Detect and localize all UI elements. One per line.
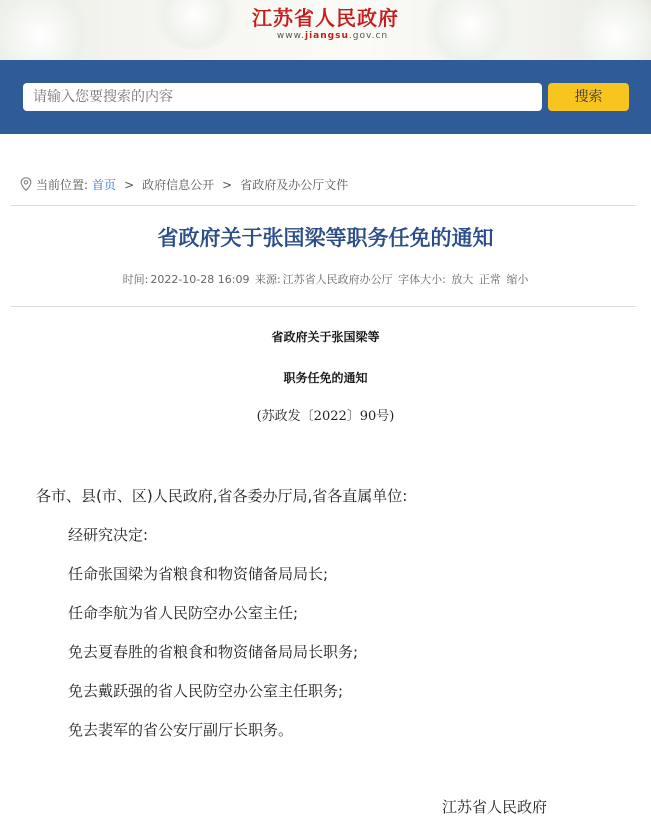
paragraph: 免去夏春胜的省粮食和物资储备局局长职务;: [68, 643, 359, 661]
divider: [11, 205, 636, 206]
paragraph: 免去戴跃强的省人民防空办公室主任职务;: [68, 682, 344, 700]
location-pin-icon: [20, 177, 32, 191]
font-size-label: 字体大小:: [398, 273, 446, 286]
site-name: 江苏省人民政府: [252, 6, 399, 30]
source-value: 江苏省人民政府办公厅: [282, 273, 393, 286]
site-url-domain: jiangsu: [305, 31, 349, 41]
site-url-prefix: www.: [276, 31, 306, 41]
breadcrumb: [20, 175, 348, 195]
time-label: 时间:: [122, 273, 149, 286]
publish-time: 2022-10-28 16:09: [150, 273, 250, 286]
paragraph: 免去裴军的省公安厅副厅长职务。: [68, 721, 294, 739]
site-url: [14, 30, 651, 42]
source-label: 来源:: [254, 273, 281, 286]
addressee: 各市、县(市、区)人民政府,省各委办厅局,省各直属单位:: [36, 487, 408, 505]
site-header: [0, 0, 651, 60]
search-button[interactable]: 搜索: [548, 83, 629, 111]
divider: [11, 306, 636, 307]
search-bar: [0, 60, 651, 134]
font-normal-button[interactable]: 正常: [478, 273, 501, 286]
paragraph: 任命李航为省人民防空办公室主任;: [68, 604, 299, 622]
doc-title-line-1: 省政府关于张国梁等: [271, 330, 380, 344]
search-input[interactable]: [23, 83, 542, 111]
site-url-suffix: .gov.cn: [348, 31, 389, 41]
breadcrumb-home[interactable]: 首页: [92, 178, 117, 192]
breadcrumb-separator: >: [222, 178, 233, 192]
breadcrumb-separator: >: [124, 178, 135, 192]
breadcrumb-documents[interactable]: 省政府及办公厅文件: [240, 178, 349, 192]
signature: 江苏省人民政府: [442, 798, 548, 816]
page-title: 省政府关于张国梁等职务任免的通知: [157, 226, 494, 250]
paragraph: 经研究决定:: [68, 526, 149, 544]
doc-number: (苏政发〔2022〕90号): [256, 409, 395, 424]
breadcrumb-gov-info[interactable]: 政府信息公开: [142, 178, 215, 192]
paragraph: 任命张国梁为省粮食和物资储备局局长;: [68, 565, 329, 583]
font-enlarge-button[interactable]: 放大: [451, 273, 474, 286]
font-shrink-button[interactable]: 缩小: [506, 273, 529, 286]
article-meta: [0, 271, 651, 289]
doc-title-line-2: 职务任免的通知: [283, 371, 368, 385]
site-logo[interactable]: [0, 6, 651, 42]
breadcrumb-prefix: 当前位置:: [36, 178, 89, 192]
